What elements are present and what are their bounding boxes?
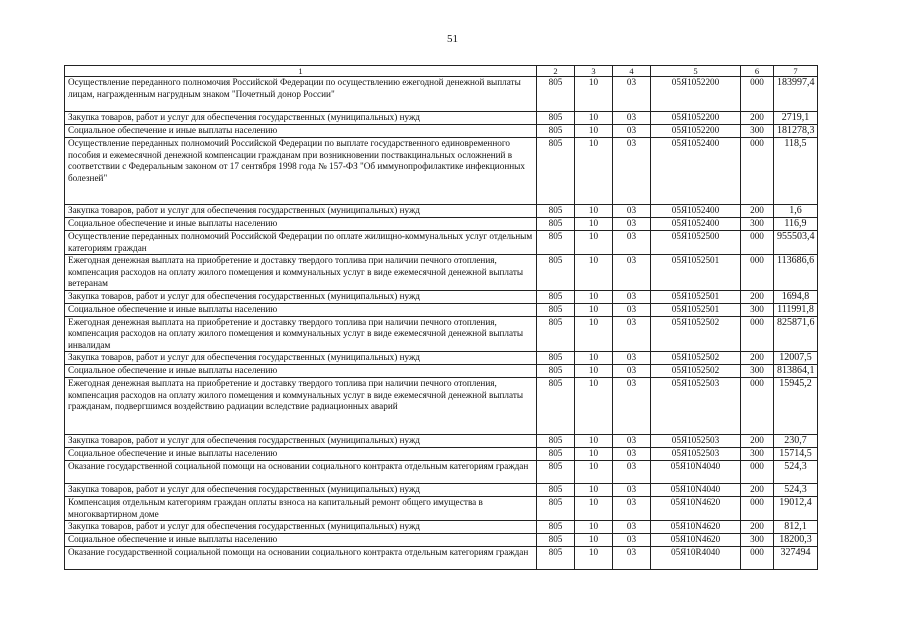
subsection-code: 03 [613,112,651,125]
row-description: Осуществление переданных полномочий Российской Федерации по оплате жилищно-коммунальных услуг отдельным категориям граждан [65,231,537,255]
subsection-code: 03 [613,435,651,448]
subsection-code: 03 [613,484,651,497]
admin-code: 805 [537,290,575,303]
expense-type: 200 [741,112,774,125]
row-description: Ежегодная денежная выплата на приобретение и доставку твердого топлива при наличии печного отопления, компенсация расходов на оплату жилого помещения и коммунальных услуг в виде ежемесячной денежной выплаты гражданам, подвергшимся воздействию радиации вследствие радиационных аварий [65,378,537,435]
table-row [65,352,818,365]
table-row [65,448,818,461]
admin-code: 805 [537,138,575,205]
section-code: 10 [575,125,613,138]
target-article: 05Я1052400 [651,138,741,205]
expense-type: 200 [741,435,774,448]
section-code: 10 [575,303,613,316]
subsection-code: 03 [613,461,651,484]
amount: 230,7 [774,435,818,448]
amount: 18200,3 [774,534,818,547]
section-code: 10 [575,378,613,435]
expense-type: 200 [741,521,774,534]
section-code: 10 [575,461,613,484]
expense-type: 300 [741,303,774,316]
amount: 2719,1 [774,112,818,125]
table-row [65,497,818,521]
header-row [65,66,818,77]
admin-code: 805 [537,112,575,125]
table-row [65,112,818,125]
target-article: 05Я10R4040 [651,547,741,570]
amount: 118,5 [774,138,818,205]
table-row [65,255,818,291]
table-row [65,218,818,231]
section-code: 10 [575,521,613,534]
row-description: Закупка товаров, работ и услуг для обеспечения государственных (муниципальных) нужд [65,435,537,448]
section-code: 10 [575,231,613,255]
admin-code: 805 [537,316,575,352]
column-header: 2 [537,66,575,77]
section-code: 10 [575,448,613,461]
expense-type: 200 [741,290,774,303]
section-code: 10 [575,484,613,497]
target-article: 05Я1052501 [651,290,741,303]
expense-type: 200 [741,484,774,497]
column-header: 5 [651,66,741,77]
amount: 12007,5 [774,352,818,365]
table-row [65,125,818,138]
row-description: Закупка товаров, работ и услуг для обеспечения государственных (муниципальных) нужд [65,290,537,303]
expense-type: 000 [741,378,774,435]
section-code: 10 [575,435,613,448]
row-description: Ежегодная денежная выплата на приобретение и доставку твердого топлива при наличии печного отопления, компенсация расходов на оплату жилого помещения и коммунальных услуг в виде ежемесячной денежной выплаты инвалидам [65,316,537,352]
target-article: 05Я1052502 [651,352,741,365]
section-code: 10 [575,112,613,125]
row-description: Социальное обеспечение и иные выплаты населению [65,125,537,138]
section-code: 10 [575,534,613,547]
target-article: 05Я1052500 [651,231,741,255]
section-code: 10 [575,365,613,378]
amount: 19012,4 [774,497,818,521]
amount: 15714,5 [774,448,818,461]
table-row [65,138,818,205]
subsection-code: 03 [613,547,651,570]
target-article: 05Я1052200 [651,112,741,125]
section-code: 10 [575,77,613,112]
budget-table [64,65,818,570]
row-description: Оказание государственной социальной помощи на основании социального контракта отдельным категориям граждан [65,547,537,570]
table-row [65,534,818,547]
amount: 15945,2 [774,378,818,435]
subsection-code: 03 [613,125,651,138]
section-code: 10 [575,218,613,231]
subsection-code: 03 [613,497,651,521]
amount: 327494 [774,547,818,570]
target-article: 05Я1052200 [651,125,741,138]
admin-code: 805 [537,77,575,112]
column-header: 4 [613,66,651,77]
target-article: 05Я1052502 [651,365,741,378]
table-row [65,547,818,570]
column-header: 3 [575,66,613,77]
expense-type: 200 [741,352,774,365]
subsection-code: 03 [613,231,651,255]
target-article: 05Я1052400 [651,218,741,231]
section-code: 10 [575,352,613,365]
amount: 524,3 [774,484,818,497]
row-description: Оказание государственной социальной помощи на основании социального контракта отдельным категориям граждан [65,461,537,484]
section-code: 10 [575,138,613,205]
table-row [65,303,818,316]
table-body [65,77,818,570]
table-row [65,378,818,435]
amount: 813864,1 [774,365,818,378]
table-row [65,461,818,484]
admin-code: 805 [537,125,575,138]
row-description: Социальное обеспечение и иные выплаты населению [65,365,537,378]
table-row [65,435,818,448]
section-code: 10 [575,255,613,291]
subsection-code: 03 [613,378,651,435]
table-row [65,231,818,255]
amount: 116,9 [774,218,818,231]
target-article: 05Я10N4620 [651,497,741,521]
expense-type: 000 [741,497,774,521]
amount: 825871,6 [774,316,818,352]
amount: 1694,8 [774,290,818,303]
section-code: 10 [575,290,613,303]
expense-type: 300 [741,448,774,461]
row-description: Социальное обеспечение и иные выплаты населению [65,303,537,316]
row-description: Закупка товаров, работ и услуг для обеспечения государственных (муниципальных) нужд [65,484,537,497]
expense-type: 000 [741,231,774,255]
target-article: 05Я1052200 [651,77,741,112]
admin-code: 805 [537,484,575,497]
target-article: 05Я10N4040 [651,484,741,497]
admin-code: 805 [537,448,575,461]
expense-type: 300 [741,534,774,547]
admin-code: 805 [537,435,575,448]
target-article: 05Я1052503 [651,448,741,461]
subsection-code: 03 [613,534,651,547]
target-article: 05Я10N4620 [651,534,741,547]
table-row [65,77,818,112]
expense-type: 300 [741,365,774,378]
admin-code: 805 [537,547,575,570]
subsection-code: 03 [613,218,651,231]
row-description: Закупка товаров, работ и услуг для обеспечения государственных (муниципальных) нужд [65,521,537,534]
amount: 1,6 [774,205,818,218]
subsection-code: 03 [613,521,651,534]
target-article: 05Я1052400 [651,205,741,218]
admin-code: 805 [537,378,575,435]
section-code: 10 [575,547,613,570]
expense-type: 000 [741,461,774,484]
subsection-code: 03 [613,352,651,365]
expense-type: 000 [741,316,774,352]
section-code: 10 [575,497,613,521]
amount: 111991,8 [774,303,818,316]
subsection-code: 03 [613,138,651,205]
subsection-code: 03 [613,316,651,352]
admin-code: 805 [537,218,575,231]
amount: 524,3 [774,461,818,484]
target-article: 05Я1052501 [651,303,741,316]
admin-code: 805 [537,461,575,484]
expense-type: 200 [741,205,774,218]
subsection-code: 03 [613,303,651,316]
admin-code: 805 [537,497,575,521]
amount: 955503,4 [774,231,818,255]
subsection-code: 03 [613,205,651,218]
admin-code: 805 [537,365,575,378]
target-article: 05Я1052503 [651,378,741,435]
target-article: 05Я10N4040 [651,461,741,484]
section-code: 10 [575,316,613,352]
expense-type: 000 [741,77,774,112]
row-description: Осуществление переданного полномочия Российской Федерации по осуществлению ежегодной денежной выплаты лицам, награжденным нагрудным знаком "Почетный донор России" [65,77,537,112]
subsection-code: 03 [613,448,651,461]
column-header: 7 [774,66,818,77]
row-description: Социальное обеспечение и иные выплаты населению [65,448,537,461]
admin-code: 805 [537,352,575,365]
page-number: 51 [447,33,458,45]
row-description: Ежегодная денежная выплата на приобретение и доставку твердого топлива при наличии печного отопления, компенсация расходов на оплату жилого помещения и коммунальных услуг в виде ежемесячной денежной выплаты ветеранам [65,255,537,291]
expense-type: 000 [741,138,774,205]
subsection-code: 03 [613,290,651,303]
amount: 181278,3 [774,125,818,138]
subsection-code: 03 [613,77,651,112]
row-description: Закупка товаров, работ и услуг для обеспечения государственных (муниципальных) нужд [65,112,537,125]
target-article: 05Я1052503 [651,435,741,448]
subsection-code: 03 [613,365,651,378]
row-description: Компенсация отдельным категориям граждан оплаты взноса на капитальный ремонт общего имущества в многоквартирном доме [65,497,537,521]
amount: 812,1 [774,521,818,534]
section-code: 10 [575,205,613,218]
row-description: Социальное обеспечение и иные выплаты населению [65,534,537,547]
expense-type: 000 [741,255,774,291]
table-row [65,365,818,378]
admin-code: 805 [537,521,575,534]
row-description: Закупка товаров, работ и услуг для обеспечения государственных (муниципальных) нужд [65,352,537,365]
row-description: Осуществление переданных полномочий Российской Федерации по выплате государственного единовременного пособия и ежемесячной денежной компенсации гражданам при возникновении поствакцинальных осложнений в соответствии с Федеральным законом от 17 сентября 1998 года № 157-ФЗ "Об иммунопрофилактике инфекционных болезней" [65,138,537,205]
admin-code: 805 [537,534,575,547]
column-header: 1 [65,66,537,77]
row-description: Закупка товаров, работ и услуг для обеспечения государственных (муниципальных) нужд [65,205,537,218]
admin-code: 805 [537,205,575,218]
expense-type: 300 [741,218,774,231]
table-row [65,205,818,218]
target-article: 05Я1052501 [651,255,741,291]
target-article: 05Я1052502 [651,316,741,352]
table-row [65,521,818,534]
column-header: 6 [741,66,774,77]
row-description: Социальное обеспечение и иные выплаты населению [65,218,537,231]
table-row [65,484,818,497]
admin-code: 805 [537,231,575,255]
amount: 183997,4 [774,77,818,112]
expense-type: 000 [741,547,774,570]
table-row [65,316,818,352]
amount: 113686,6 [774,255,818,291]
admin-code: 805 [537,255,575,291]
table-row [65,290,818,303]
expense-type: 300 [741,125,774,138]
target-article: 05Я10N4620 [651,521,741,534]
admin-code: 805 [537,303,575,316]
subsection-code: 03 [613,255,651,291]
